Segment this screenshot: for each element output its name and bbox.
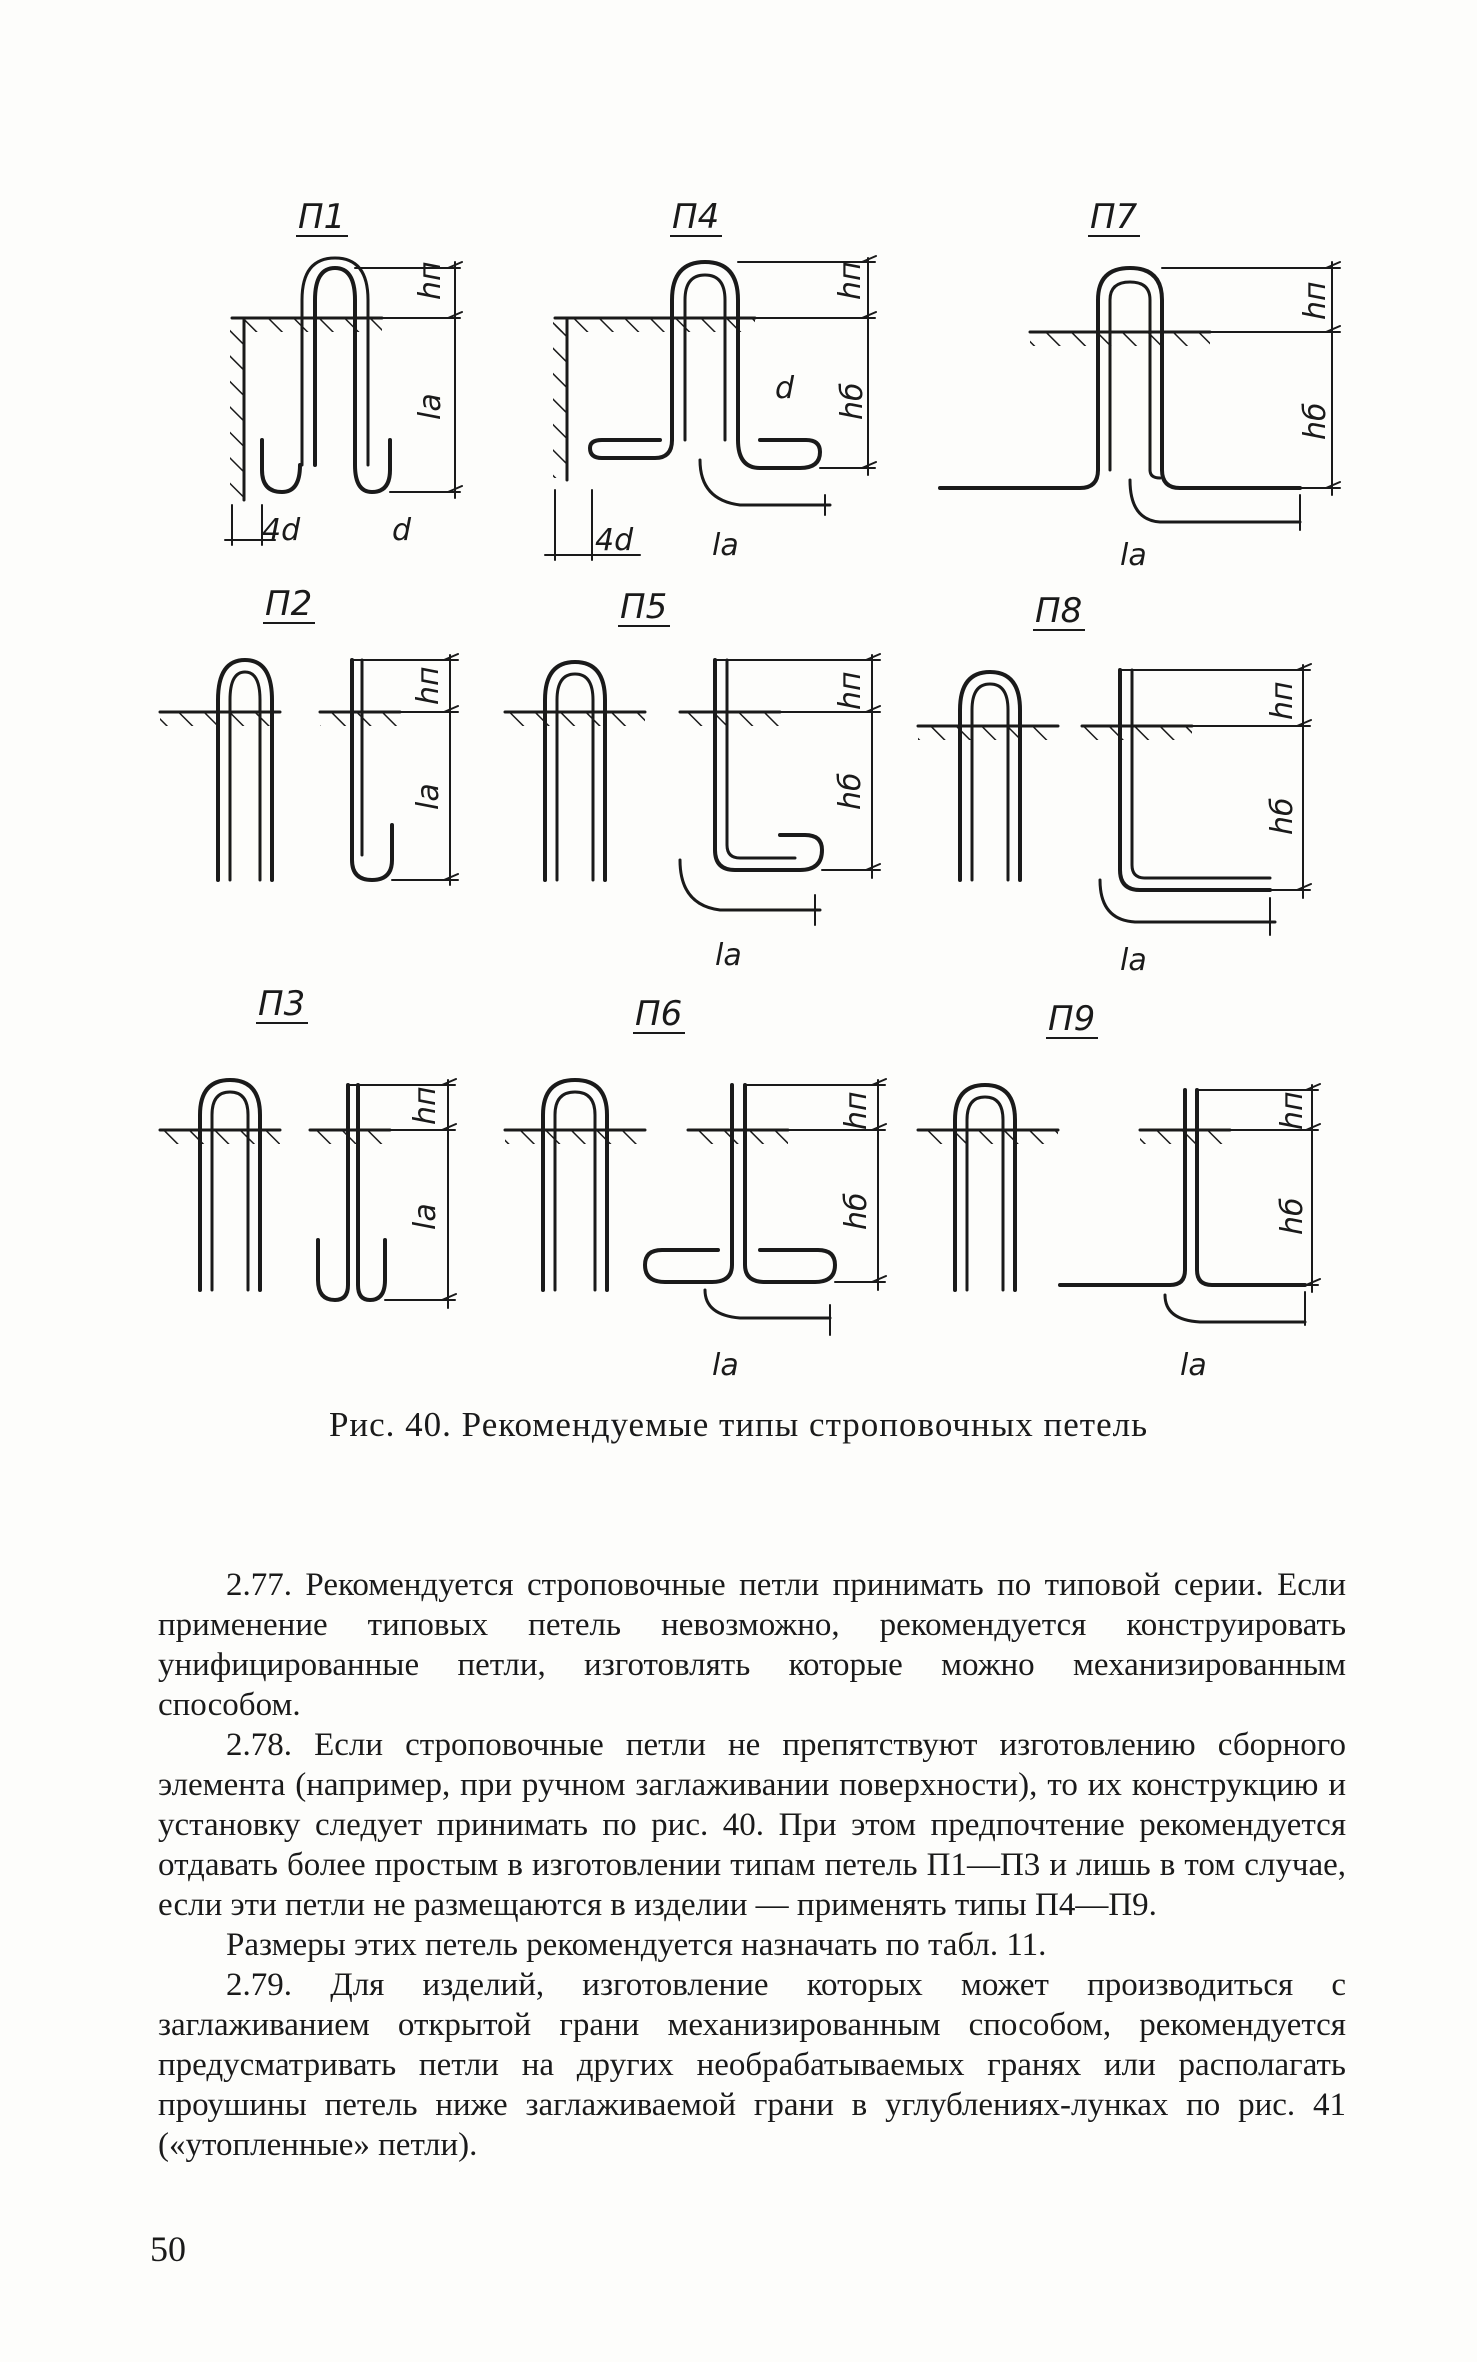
- paragraph-2-79: 2.79. Для изделий, изготовление которых может производиться с заглаживанием открытой грани механизированным способом, рекомендуется предусматривать петли на других необрабатываемых гранях или располагать проушины петель ниже заглаживаемой грани в углублениях-лунках по рис. 41 («утопленные» петли).: [158, 1967, 1346, 2163]
- loop-label-p8: П8: [1035, 591, 1083, 631]
- loop-label-p4: П4: [672, 197, 720, 237]
- dim-hp-p7: hп: [1298, 281, 1333, 320]
- dim-hp-p5: hп: [833, 671, 868, 710]
- dim-d-p4: d: [775, 371, 795, 406]
- dim-hb-p4: hб: [835, 382, 870, 420]
- loop-p5: [505, 654, 880, 925]
- loop-p9: [918, 1084, 1320, 1325]
- paragraph-sizes: Размеры этих петель рекомендуется назначать по табл. 11.: [226, 1927, 1047, 1963]
- dim-hp-p6: hп: [839, 1091, 874, 1130]
- dim-hp-p8: hп: [1265, 681, 1300, 720]
- dim-hp-p1: hп: [413, 261, 448, 300]
- body-text: [158, 1565, 1346, 2165]
- page-number: 50: [150, 2229, 186, 2269]
- paragraph-2-77: 2.77. Рекомендуется строповочные петли принимать по типовой серии. Если применение типовых петель невозможно, рекомендуется конструировать унифицированные петли, изготовлять которые можно механизированным способом.: [158, 1567, 1346, 1723]
- dim-d-p1: d: [392, 513, 412, 548]
- loop-p7: [940, 262, 1340, 530]
- dim-la-p1: la: [413, 393, 448, 420]
- dim-la-p6: la: [712, 1348, 739, 1383]
- dim-la-p9: la: [1180, 1348, 1207, 1383]
- dim-la-p3: la: [408, 1203, 443, 1230]
- loop-label-p2: П2: [265, 584, 313, 624]
- dim-hb-p9: hб: [1275, 1197, 1310, 1235]
- loop-label-p5: П5: [620, 587, 668, 627]
- loop-label-p7: П7: [1090, 197, 1138, 237]
- dim-4d-p1: 4d: [262, 513, 301, 548]
- dim-la-p8: la: [1120, 943, 1147, 978]
- dim-la-p4: la: [712, 528, 739, 563]
- dim-hp-p2: hп: [411, 666, 446, 705]
- dim-hb-p6: hб: [839, 1192, 874, 1230]
- loop-label-p9: П9: [1048, 999, 1096, 1039]
- dim-hb-p8: hб: [1265, 797, 1300, 835]
- dim-la-p5: la: [715, 938, 742, 973]
- loop-p8: [918, 664, 1311, 935]
- dim-la-p2: la: [411, 783, 446, 810]
- dim-hb-p5: hб: [833, 772, 868, 810]
- figure-caption: Рис. 40. Рекомендуемые типы строповочных петель: [328, 1405, 1149, 1444]
- dim-la-p7: la: [1120, 538, 1147, 573]
- loop-p4: [545, 256, 876, 560]
- dim-hp-p4: hп: [833, 261, 868, 300]
- loop-p6: [505, 1079, 886, 1335]
- dim-hp-p3: hп: [408, 1086, 443, 1125]
- loop-label-p6: П6: [635, 994, 683, 1034]
- loop-label-p1: П1: [298, 197, 346, 237]
- dim-hp-p9: hп: [1275, 1091, 1310, 1130]
- paragraph-2-78: 2.78. Если строповочные петли не препятствуют изготовлению сборного элемента (например, при ручном заглаживании поверхности), то их конструкцию и установку следует принимать по рис. 40. При этом предпочтение рекомендуется отдавать более простым в изготовлении типам петель П1—П3 и лишь в том случае, если эти петли не размещаются в изделии — применять типы П4—П9.: [158, 1727, 1346, 1923]
- dim-4d-p4: 4d: [595, 523, 634, 558]
- dim-hb-p7: hб: [1298, 402, 1333, 440]
- loop-label-p3: П3: [258, 984, 306, 1024]
